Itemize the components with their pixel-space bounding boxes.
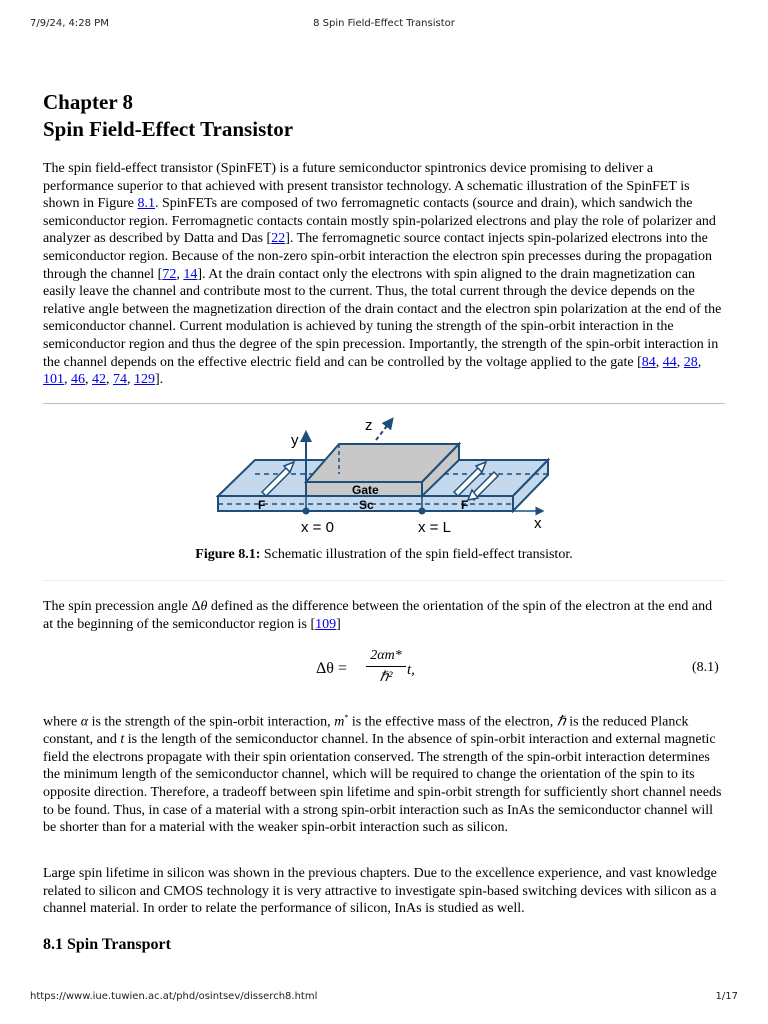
intro-paragraph bbox=[43, 160, 725, 389]
spinfet-figure bbox=[210, 414, 560, 539]
citation-link[interactable]: 42 bbox=[92, 372, 106, 388]
z-axis bbox=[376, 422, 390, 440]
text: , bbox=[64, 372, 71, 388]
section-heading: 8.1 Spin Transport bbox=[43, 936, 171, 953]
figure-caption bbox=[0, 547, 768, 563]
origin-dot bbox=[303, 508, 310, 515]
xl-label: x = L bbox=[418, 519, 451, 536]
figure-link[interactable]: 8.1 bbox=[137, 196, 155, 212]
equation-fraction bbox=[366, 648, 406, 686]
equation-lhs: Δθ = bbox=[316, 660, 347, 677]
text: , bbox=[655, 354, 663, 370]
y-label: y bbox=[291, 432, 299, 449]
print-datetime: 7/9/24, 4:28 PM bbox=[30, 18, 109, 29]
equation-numerator: 2αm* bbox=[366, 648, 406, 667]
text: is the reduced Planck constant, and bbox=[43, 714, 689, 748]
l-dot bbox=[419, 508, 426, 515]
divider bbox=[43, 580, 725, 581]
t-symbol: t bbox=[120, 732, 125, 748]
text: The spin precession angle Δ bbox=[43, 599, 201, 614]
citation-link[interactable]: 109 bbox=[315, 616, 337, 632]
caption-text: Schematic illustration of the spin field-effect transistor. bbox=[260, 547, 573, 562]
citation-link[interactable]: 46 bbox=[71, 372, 85, 388]
text: , bbox=[127, 372, 134, 388]
text: , bbox=[106, 372, 113, 388]
print-url: https://www.iue.tuwien.ac.at/phd/osintsev/disserch8.html bbox=[30, 991, 318, 1002]
hbar-symbol: ℏ bbox=[556, 714, 566, 730]
chapter-heading bbox=[43, 89, 293, 143]
divider bbox=[43, 403, 725, 404]
equation-rhs: t, bbox=[407, 662, 415, 678]
text: ]. At the drain contact only the electrons with spin aligned to the drain magnetization can easily leave the channel and contribute most to the current. Thus, the total current through the device depends on the relative angle between the magnetization direction of the drain contact and the electron spin polarization at the end of the semiconductor channel. Current modulation is achieved by tuning the strength of the spin-orbit interaction in the semiconductor region and thus the degree of the spin precession. Importantly, the strength of the spin-orbit interaction in the channel depends on the effective electric field and can be controlled by the voltage applied to the gate [ bbox=[43, 266, 722, 370]
text: , bbox=[85, 372, 92, 388]
citation-link[interactable]: 14 bbox=[183, 266, 198, 282]
sc-label: Sc bbox=[359, 498, 374, 512]
citation-link[interactable]: 28 bbox=[683, 354, 698, 370]
text: defined as the difference between the orientation of the spin of the electron at the end and at the beginning of the semiconductor region is [ bbox=[43, 599, 713, 632]
silicon-paragraph: Large spin lifetime in silicon was shown in the previous chapters. Due to the excellence experience, and vast knowledge related to silicon and CMOS technology it is very attractive to investigate spin-based switching devices with silicon as a channel material. In order to relate the performance of silicon, InAs is studied as well. bbox=[43, 866, 717, 917]
citation-link[interactable]: 22 bbox=[271, 231, 286, 247]
f-right-label: F bbox=[461, 498, 469, 512]
equation-number: (8.1) bbox=[692, 660, 719, 675]
f-left-label: F bbox=[258, 498, 266, 512]
chapter-label: Chapter 8 bbox=[43, 90, 134, 114]
print-page-title: 8 Spin Field-Effect Transistor bbox=[313, 18, 455, 29]
citation-link[interactable]: 129 bbox=[134, 372, 155, 388]
alpha-symbol: α bbox=[80, 714, 89, 730]
text: is the effective mass of the electron, bbox=[348, 714, 557, 730]
citation-link[interactable]: 44 bbox=[662, 354, 677, 370]
text: is the strength of the spin-orbit interaction, bbox=[88, 714, 335, 730]
text: , bbox=[176, 266, 184, 282]
equation-denominator: ℏ² bbox=[379, 670, 393, 685]
citation-link[interactable]: 72 bbox=[162, 266, 177, 282]
theta-symbol: θ bbox=[200, 599, 208, 614]
text: , bbox=[676, 354, 684, 370]
chapter-title: Spin Field-Effect Transistor bbox=[43, 117, 294, 141]
equation-8-1 bbox=[0, 648, 768, 692]
z-label: z bbox=[365, 417, 373, 434]
x-label: x bbox=[534, 515, 542, 532]
star-superscript: * bbox=[344, 713, 349, 722]
citation-link[interactable]: 101 bbox=[43, 372, 64, 388]
gate-label: Gate bbox=[352, 483, 379, 497]
text: where bbox=[43, 714, 81, 730]
text: . SpinFETs are composed of two ferromagnetic contacts (source and drain), which sandwich the semiconductor region. Ferromagnetic contacts contain mostly spin-polarized electrons and play the role of polarizer and analyzer as described by Datta and Das [ bbox=[43, 196, 716, 247]
print-page-number: 1/17 bbox=[715, 991, 738, 1002]
citation-link[interactable]: 84 bbox=[641, 354, 656, 370]
text: ]. bbox=[155, 372, 164, 388]
x0-label: x = 0 bbox=[301, 519, 334, 536]
definition-paragraph bbox=[43, 709, 725, 837]
text: ] bbox=[336, 616, 341, 632]
text: ]. The ferromagnetic source contact injects spin-polarized electrons into the semiconductor region. Because of the non-zero spin-orbit interaction the electron spin precesses during the propagation through the channel [ bbox=[43, 231, 713, 282]
precession-paragraph bbox=[43, 598, 725, 633]
text: is the length of the semiconductor channel. In the absence of spin-orbit interaction and external magnetic field the electrons propagate with their spin orientation conserved. The strength of the spin-orbit interaction determines the minimum length of the semiconductor channel, which will be required to change the orientation of the spin to its opposite direction. Therefore, a tradeoff between spin lifetime and spin-orbit strength for sufficiently short channel needs to be found. Thus, in case of a material with a strong spin-orbit interaction such as InAs the semiconductor channel will be shorter than for a material with the weaker spin-orbit interaction such as silicon. bbox=[43, 732, 722, 836]
text: , bbox=[697, 354, 702, 370]
text: The spin field-effect transistor (SpinFET) is a future semiconductor spintronics device promising to deliver a performance superior to that achieved with present transistor technology. A schematic illustration of the SpinFET is shown in Figure bbox=[43, 161, 690, 212]
caption-label: Figure 8.1: bbox=[195, 547, 261, 562]
m-symbol: m bbox=[334, 714, 345, 730]
citation-link[interactable]: 74 bbox=[113, 372, 127, 388]
